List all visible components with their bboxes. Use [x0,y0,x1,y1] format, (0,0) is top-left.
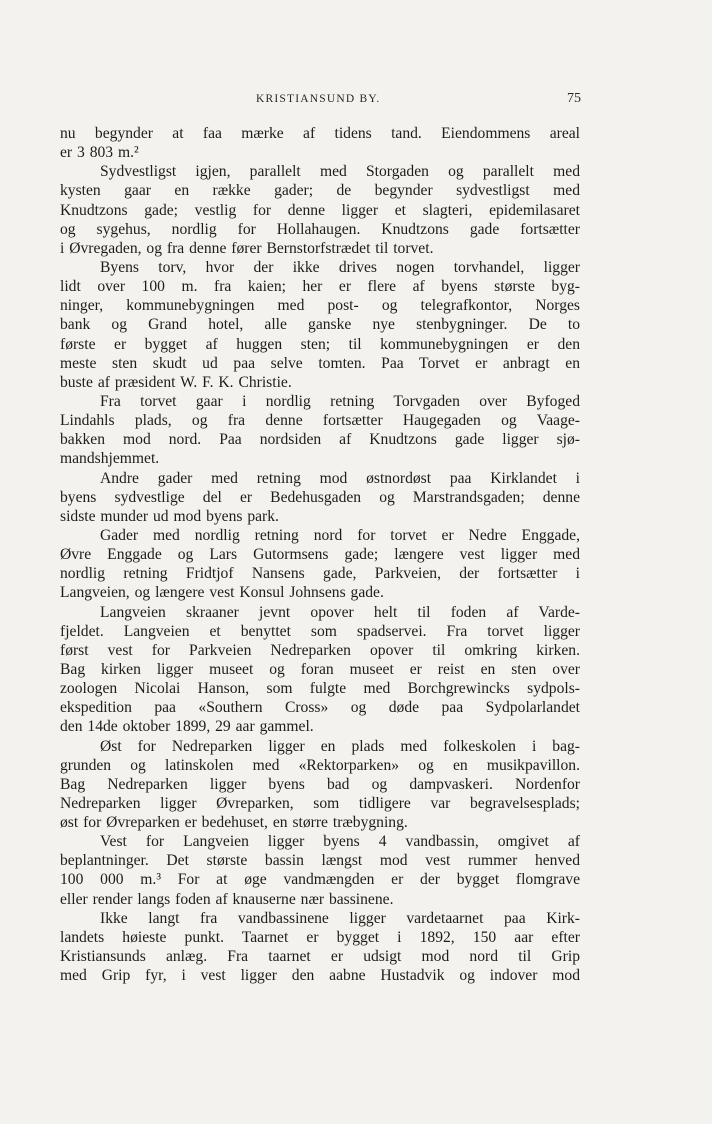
text-line: Andre gader med retning mod østnordøst paa Kirklandet i [100,469,580,487]
text-line: med Grip fyr, i vest ligger den aabne Hustadvik og indover mod [60,967,580,985]
text-line: buste af præsident W. F. K. Christie. [60,373,292,391]
text-line: Fra torvet gaar i nordlig retning Torvgaden over Byfoged [100,392,580,410]
text-line: 100 000 m.³ For at øge vandmængden er der bygget flomgrave [60,871,580,889]
text-line: Ikke langt fra vandbassinene ligger vardetaarnet paa Kirk- [100,909,580,927]
text-line: den 14de oktober 1899, 29 aar gammel. [60,718,314,736]
running-head [60,93,580,113]
page-number: 75 [567,91,581,106]
text-line: mandshjemmet. [60,450,160,468]
text-line: bakken mod nord. Paa nordsiden af Knudtzons gade ligger sjø- [60,431,580,449]
text-line: Langveien, og længere vest Konsul Johnsens gade. [60,584,384,602]
text-line: kysten gaar en række gader; de begynder sydvestligst med [60,182,580,200]
text-line: bank og Grand hotel, alle ganske nye stenbygninger. De to [60,316,580,334]
text-line: Lindahls plads, og fra denne fortsætter Haugegaden og Vaage- [60,412,580,430]
text-line: sidste munder ud mod byens park. [60,507,279,525]
text-line: fjeldet. Langveien et benyttet som spadservei. Fra torvet ligger [60,622,580,640]
text-line: Vest for Langveien ligger byens 4 vandbassin, omgivet af [100,833,580,851]
text-line: Nedreparken ligger Øvreparken, som tidligere var begravelsesplads; [60,794,580,812]
text-line: ekspedition paa «Southern Cross» og døde paa Sydpolarlandet [60,699,580,717]
text-line: Bag kirken ligger museet og foran museet er reist en sten over [60,660,580,678]
text-line: eller render langs foden af knauserne nær bassinene. [60,890,394,908]
text-line: nordlig retning Fridtjof Nansens gade, Parkveien, der fortsætter i [60,565,580,583]
text-line: meste sten skudt ud paa selve tomten. Paa Torvet er anbragt en [60,354,580,372]
text-line: beplantninger. Det største bassin længst mod vest rummer henved [60,852,580,870]
body-text [60,124,580,985]
text-line: er 3 803 m.² [60,144,139,162]
text-line: Øvre Enggade og Lars Gutormsens gade; længere vest ligger med [60,546,580,564]
text-line: Kristiansunds anlæg. Fra taarnet er udsigt mod nord til Grip [60,948,580,966]
text-line: Gader med nordlig retning nord for torvet er Nedre Enggade, [100,526,580,544]
text-line: nu begynder at faa mærke af tidens tand. Eiendommens areal [60,125,580,142]
text-line: Øst for Nedreparken ligger en plads med folkeskolen i bag- [100,737,580,755]
text-line: Sydvestligst igjen, parallelt med Storgaden og parallelt med [100,163,580,181]
text-line: byens sydvestlige del er Bedehusgaden og Marstrandsgaden; denne [60,488,580,506]
text-line: zoologen Nicolai Hanson, som fulgte med Borchgrewincks sydpols- [60,680,580,698]
text-line: øst for Øvreparken er bedehuset, en større træbygning. [60,814,408,832]
text-line: først vest for Parkveien Nedreparken opover til omkring kirken. [60,641,580,659]
text-line: Byens torv, hvor der ikke drives nogen torvhandel, ligger [100,258,580,276]
text-line: og sygehus, nordlig for Hollahaugen. Knudtzons gade fortsætter [60,220,580,238]
running-title: KRISTIANSUND BY. [256,93,381,105]
text-line: grunden og latinskolen med «Rektorparken» og en musikpavillon. [60,756,580,774]
text-line: første er bygget af huggen sten; til kommunebygningen er den [60,335,580,353]
text-line: landets høieste punkt. Taarnet er bygget i 1892, 150 aar efter [60,928,580,946]
text-line: ninger, kommunebygningen med post- og telegrafkontor, Norges [60,297,580,315]
text-line: Langveien skraaner jevnt opover helt til foden af Varde- [100,603,580,621]
text-line: Knudtzons gade; vestlig for denne ligger et slagteri, epidemilasaret [60,201,580,219]
text-line: i Øvregaden, og fra denne fører Bernstorfstrædet til torvet. [60,239,434,257]
text-line: lidt over 100 m. fra kaien; her er flere af byens største byg- [60,278,580,296]
text-line: Bag Nedreparken ligger byens bad og dampvaskeri. Nordenfor [60,775,580,793]
